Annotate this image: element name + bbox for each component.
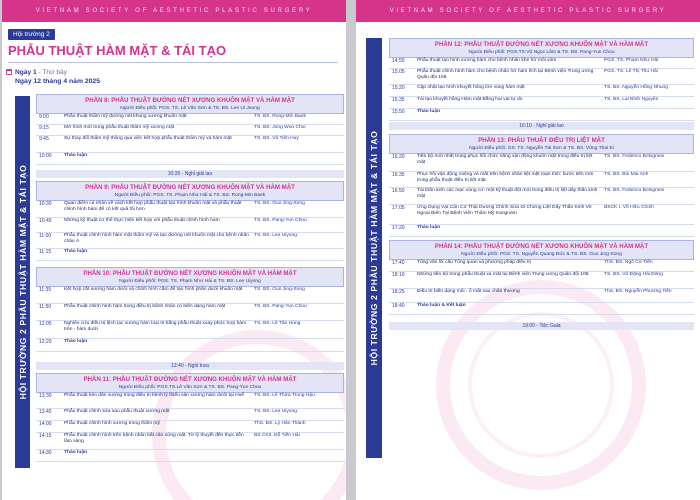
row-time: 10:45: [39, 218, 52, 224]
session-block: [36, 373, 344, 462]
row-speaker: TS. BS. Rong-Min Baek: [254, 114, 306, 119]
sidebar-label: HỘI TRƯỜNG 2 PHẪU THUẬT HÀM MẶT & TÁI TẠO: [369, 130, 379, 366]
row-time: 12:20: [39, 339, 52, 345]
row-topic: Tiến bộ mới nhất trong phục hồi chức năng vận động khuôn mặt trong điều trị liệt mặt: [417, 154, 593, 165]
table-row: [389, 225, 694, 237]
session-moderators: Người Điều phối: PGS. TS. Nguyễn Quang Đức & TS. BS. Guo Jing-Song: [461, 252, 622, 257]
title-divider: [8, 62, 338, 63]
row-topic: Phẫu thuật chỉnh hình hàm mặt thẩm mỹ và tạo đường nét khuôn mặt cho bệnh nhân châu Á: [64, 233, 249, 244]
row-time: 17:05: [392, 205, 405, 211]
session-moderators: Người Điều phối: PGS. TS. Phạm Như Hải & TS. BS. Rong-Min Baek: [114, 193, 266, 198]
row-topic: Cập nhật tạo hình khuyết hổng lớn vùng hàm mặt: [417, 85, 525, 90]
row-speaker: ThS. BS. Ngô Cơ Tiến: [604, 260, 653, 265]
row-topic: Ứng Dụng Vạt Cân Cơ Thái Dương Chỉnh Sửa Di Chứng Liệt Dây Thần Kinh VII Ngoại Biên Tại Bệnh Viện Thẩm Mỹ Kangnam: [417, 205, 592, 216]
row-time: 11:35: [39, 287, 52, 293]
row-time: 13:30: [39, 393, 52, 399]
vertical-sidebar: [15, 96, 30, 468]
day-name: - Thứ bảy: [38, 69, 67, 76]
row-speaker: PGS. TS. Phạm Như Hải: [604, 58, 659, 63]
row-topic: Thảo luận & Kết luận: [417, 303, 466, 308]
row-speaker: [604, 303, 694, 314]
row-speaker: TS. BS. Lê Thừa Trung Hậu: [254, 393, 315, 398]
session-block: [389, 38, 694, 121]
session-block: [389, 134, 694, 237]
row-topic: Kết hợp cắt xương hàm dưới và chỉnh hình cằm để tạo hình phần dưới khuôn mặt: [64, 287, 243, 292]
session-header: [389, 134, 694, 154]
row-speaker: TS. BS. Jong Woo Choi: [254, 125, 306, 130]
row-topic: Phẫu thuật kéo dãn xương trong điều trị bệnh lý thiểu sản xương hàm dưới tại Huế: [64, 393, 245, 398]
session-title: PHẦN 14: PHẪU THUẬT ĐƯỜNG NÉT XƯƠNG KHUÔN MẶT VÀ HÀM MẶT: [434, 243, 649, 250]
session-moderators: Người Điều phối: PGS.TS.Lê Văn Sơn & TS. BS. Pang-Yun Chou: [118, 385, 262, 390]
row-speaker: TS. BS. Federico Bolognesi: [604, 154, 665, 159]
header-banner: VIETNAM SOCIETY OF AESTHETIC PLASTIC SURGERY: [2, 0, 346, 22]
header-banner: VIETNAM SOCIETY OF AESTHETIC PLASTIC SURGERY: [356, 0, 700, 22]
break-bar: 16:10 - Nghỉ giải lao: [389, 122, 694, 130]
session-title: PHẦN 9: PHẪU THUẬT ĐƯỜNG NÉT XƯƠNG KHUÔN MẶT VÀ HÀM MẶT: [85, 184, 295, 191]
row-topic: Thảo luận: [64, 339, 88, 344]
row-speaker: BSCK I. Võ Hữu Chính: [604, 205, 655, 210]
row-time: 9:45: [39, 136, 49, 142]
row-time: 14:30: [39, 450, 52, 456]
table-row: [36, 433, 344, 450]
table-row: [36, 249, 344, 261]
table-row: [36, 233, 344, 249]
row-topic: Nghiên cứu điều trị lệch lạc xương hàm loại III bằng phẫu thuật xoay phức hợp hàm trên - hàm dưới: [64, 321, 247, 332]
row-topic: Những tiến bộ trong phẫu thuật xa mặt tại Bệnh viện Trung ương Quân đội 108: [417, 272, 589, 277]
table-row: [389, 58, 694, 69]
row-topic: Quan điểm cá nhân về cách kết hợp phẫu thuật tạo hình khuôn mặt và phẫu thuật chỉnh hình hàm để có kết quả tối hơn: [64, 201, 242, 212]
row-speaker: TS. BS. Guo Jing-Song: [254, 201, 305, 206]
table-row: [36, 421, 344, 433]
row-speaker: TS. BS. Bùi Mai Anh: [604, 172, 649, 177]
row-speaker: TS. BS. Vũ Đặng Hải Đăng: [604, 272, 663, 277]
row-time: 10:30: [39, 201, 52, 207]
row-time: 18:40: [392, 303, 405, 309]
row-topic: Phẫu thuật chỉnh hình hàm cho bệnh nhân hở hàm ếch tại Bệnh viện Trung ương Quân đội 108: [417, 69, 594, 80]
row-speaker: TS. BS. Nguyễn Hồng Nhung: [604, 85, 668, 90]
row-topic: Điều trị biến dạng mũi - ổ mắt sau chấn thương: [417, 289, 520, 294]
row-topic: Phẫu thuật chỉnh sửa sau phẫu thuật xương mặt: [64, 409, 170, 414]
row-time: 9:00: [39, 114, 49, 120]
session-header: [36, 181, 344, 201]
row-topic: Phục hồi vận động miệng và mắt trên bệnh nhân liệt mặt mạn tính: bước tiến mới trong phẫu thuật điều trị liệt mặt: [417, 172, 594, 183]
row-topic: Mở hình mới trong phẫu thuật thẩm mỹ xương mặt: [64, 125, 175, 130]
vertical-sidebar: [366, 38, 382, 458]
row-time: 16:35: [392, 172, 405, 178]
row-time: 9:15: [39, 125, 49, 131]
row-speaker: TS. BS. Vũ Tiến Huy: [254, 136, 299, 141]
table-row: [36, 321, 344, 339]
row-speaker: TS. BS. Guo Jing-Song: [254, 287, 305, 292]
session-block: [36, 181, 344, 261]
row-speaker: PGS. TS. Lê Thị Thu Hải: [604, 69, 658, 74]
session-block: [36, 267, 344, 352]
right-page: [356, 0, 700, 500]
row-speaker: TS. BS. Lại Bình Nguyên: [604, 97, 659, 102]
session-header: [36, 94, 344, 114]
row-time: 18:10: [392, 272, 405, 278]
row-topic: Thảo luận: [417, 225, 441, 230]
row-topic: Phẫu thuật chỉnh hình trên bệnh nhân bất cân xứng mặt: Từ lý thuyết đến thực tiễn lâm sàng: [64, 433, 244, 444]
row-time: 15:05: [392, 69, 405, 75]
table-row: [389, 260, 694, 272]
table-row: [389, 154, 694, 172]
session-header: [389, 240, 694, 260]
row-topic: Thảo luận: [64, 450, 88, 455]
row-time: 10:00: [39, 153, 52, 159]
row-speaker: [254, 249, 344, 260]
session-title: PHẦN 10: PHẪU THUẬT ĐƯỜNG NÉT XƯƠNG KHUÔN MẶT VÀ HÀM MẶT: [83, 270, 297, 277]
row-speaker: ThS. BS. Nguyễn Phương Tiến: [604, 289, 672, 294]
row-topic: Sự thay đổi thẩm mỹ thông qua việc kết hợp phẫu thuật thẩm mỹ và hàm mặt: [64, 136, 232, 141]
row-time: 11:00: [39, 233, 52, 239]
row-topic: Phẫu thuật tạo hình xương hàm cho bệnh nhân khe hở môi vòm: [417, 58, 557, 63]
row-topic: Phẫu thuật chỉnh hình hàm trong điều trị bệnh nhân có biến dạng hàm mặt: [64, 304, 226, 309]
table-row: [36, 201, 344, 218]
row-speaker: [604, 109, 694, 120]
row-time: 11:50: [39, 304, 52, 310]
table-row: [389, 272, 694, 289]
row-speaker: BS CKII. Đỗ Tiến Hải: [254, 433, 300, 438]
session-title: PHẦN 12: PHẪU THUẬT ĐƯỜNG NÉT XƯƠNG KHUÔN MẶT VÀ HÀM MẶT: [434, 41, 649, 48]
table-row: [36, 125, 344, 136]
row-topic: Tái tạo khuyết hổng Hàm mặt Bằng hai vạt tự do: [417, 97, 523, 102]
row-time: 11:15: [39, 249, 52, 255]
row-time: 14:50: [392, 58, 405, 64]
session-header: [36, 373, 344, 393]
table-row: [389, 289, 694, 303]
row-time: 18:25: [392, 289, 405, 295]
session-moderators: Người Điều phối: PGS. TS. Phạm Như Hải & TS. BS. Lee Uiyong: [119, 279, 261, 284]
table-row: [36, 339, 344, 352]
break-bar: 12:40 - Nghỉ trưa: [36, 362, 344, 370]
watermark-ring: [468, 312, 614, 458]
row-speaker: TS. BS. Pang-Yun Chou: [254, 218, 307, 223]
row-speaker: [254, 153, 344, 164]
row-time: 16:20: [392, 154, 405, 160]
row-time: 13:45: [39, 409, 52, 415]
table-row: [389, 172, 694, 188]
session-title: PHẦN 13: PHẪU THUẬT ĐIỀU TRỊ LIỆT MẶT: [478, 137, 605, 144]
row-topic: Tổng văn lối cấu Tổng quan và phương pháp điều trị: [417, 260, 532, 265]
row-time: 16:50: [392, 188, 405, 194]
table-row: [36, 218, 344, 233]
session-header: [36, 267, 344, 287]
session-title: PHẦN 11: PHẪU THUẬT ĐƯỜNG NÉT XƯƠNG KHUÔN MẶT VÀ HÀM MẶT: [83, 376, 297, 383]
table-row: [36, 114, 344, 125]
row-speaker: TS. BS. Lee Uiyong: [254, 233, 297, 238]
event-date: Ngày 12 tháng 4 năm 2025: [15, 78, 100, 85]
row-speaker: ThS. BS. Lý Hân Thành: [254, 421, 306, 426]
row-topic: Thảo luận: [64, 249, 88, 254]
row-speaker: [254, 339, 344, 351]
row-time: 14:00: [39, 421, 52, 427]
session-moderators: Người Điều phối: PGS. TS. Lê Văn Sơn & TS. BS. Lee Ui Jeong: [120, 106, 260, 111]
hall-badge: Hội trường 2: [8, 29, 55, 40]
row-time: 15:35: [392, 97, 405, 103]
table-row: [389, 205, 694, 225]
table-row: [389, 97, 694, 109]
page-title: PHẪU THUẬT HÀM MẶT & TÁI TẠO: [8, 43, 227, 58]
row-speaker: [254, 450, 344, 461]
row-topic: Thảo luận: [64, 153, 88, 158]
table-row: [36, 393, 344, 409]
table-row: [389, 69, 694, 85]
table-row: [36, 153, 344, 165]
row-time: 12:05: [39, 321, 52, 327]
row-speaker: TS. BS. Lê Tấn Hùng: [254, 321, 301, 326]
session-block: [36, 94, 344, 165]
row-topic: Phẫu thuật chỉnh hình xương trong thẩm mỹ: [64, 421, 160, 426]
date-block: [15, 68, 100, 87]
session-moderators: Người Điều phối: GS. TS. Nguyễn Tài Sơn & TS. BS. Vũng Thai Ei: [469, 146, 614, 151]
row-speaker: TS. BS. Federico Bolognesi: [604, 188, 665, 193]
row-time: 14:15: [39, 433, 52, 439]
row-time: 17:20: [392, 225, 405, 231]
left-page: [2, 0, 346, 500]
session-title: PHẦN 8: PHẪU THUẬT ĐƯỜNG NÉT XƯƠNG KHUÔN MẶT VÀ HÀM MẶT: [85, 97, 295, 104]
table-row: [36, 136, 344, 153]
day-label: Ngày 1: [15, 69, 37, 76]
row-topic: Những kỹ thuật cơ thể thực hiện kết hợp với phẫu thuật chỉnh hình hàm: [64, 218, 220, 223]
calendar-icon: [6, 69, 12, 75]
row-topic: Tái thần kinh các mạc vùng cơ: một kỹ thuật đột mới trong điều trị liệt dây thần kinh mặt: [417, 188, 598, 199]
table-row: [389, 109, 694, 121]
row-time: 17:40: [392, 260, 405, 266]
table-row: [389, 188, 694, 205]
table-row: [36, 287, 344, 304]
table-row: [36, 450, 344, 462]
break-bar: 19:00 - Tiệc Gala: [389, 322, 694, 330]
row-topic: Phẫu thuật thẩm mỹ đường nét khung xương khuôn mặt: [64, 114, 187, 119]
session-moderators: Người Điều phối: PGS.TS.Vũ Ngọc Lâm & TS. BS. Pang-Yun Chou: [468, 50, 615, 55]
row-speaker: [604, 225, 694, 236]
row-topic: Thảo luận: [417, 109, 441, 114]
session-header: [389, 38, 694, 58]
session-block: [389, 240, 694, 315]
table-row: [389, 85, 694, 97]
row-speaker: TS. BS. Lee Uiyong: [254, 409, 297, 414]
row-time: 15:20: [392, 85, 405, 91]
sidebar-label: HỘI TRƯỜNG 2 PHẪU THUẬT HÀM MẶT & TÁI TẠO: [17, 164, 28, 400]
table-row: [389, 303, 694, 315]
row-time: 15:50: [392, 109, 405, 115]
row-speaker: TS. BS. Pang-Yun Chou: [254, 304, 307, 309]
table-row: [36, 409, 344, 421]
table-row: [36, 304, 344, 321]
break-bar: 10:20 - Nghỉ giải lao: [36, 170, 344, 178]
